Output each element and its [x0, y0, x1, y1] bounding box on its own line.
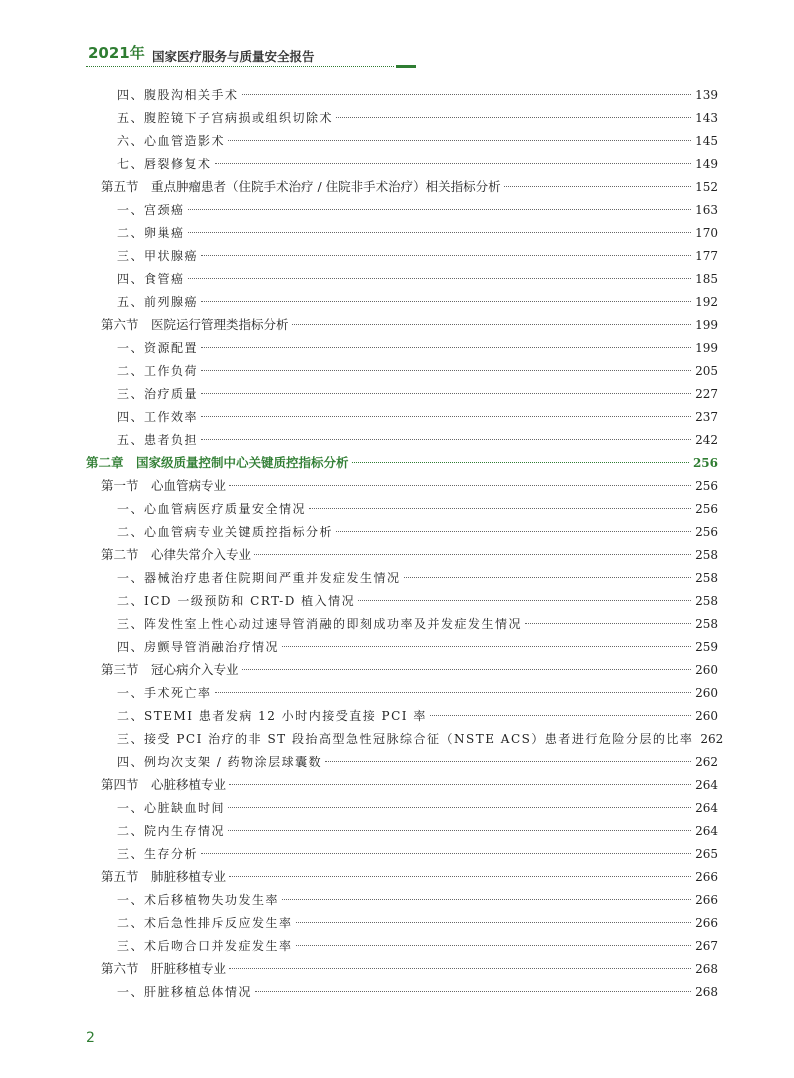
toc-dot-leader: [430, 715, 691, 716]
toc-entry-page: 260: [695, 663, 718, 677]
toc-dot-leader: [201, 416, 691, 417]
toc-entry-item[interactable]: [117, 682, 718, 704]
toc-entry-label: 四、腹股沟相关手术: [117, 88, 239, 102]
toc-dot-leader: [525, 623, 691, 624]
toc-entry-section[interactable]: [101, 866, 718, 888]
toc-dot-leader: [201, 439, 691, 440]
toc-entry-page: 262: [700, 732, 724, 746]
toc-entry-item[interactable]: [117, 222, 718, 244]
toc-entry-item[interactable]: [117, 291, 718, 313]
toc-entry-item[interactable]: [117, 337, 718, 359]
toc-entry-label: 一、术后移植物失功发生率: [117, 893, 280, 907]
header-report-title: 国家医疗服务与质量安全报告: [152, 49, 315, 64]
header-accent-bar: [396, 65, 416, 68]
toc-dot-leader: [201, 393, 691, 394]
toc-entry-label: 二、ICD 一级预防和 CRT-D 植入情况: [117, 594, 356, 608]
toc-entry-label: 三、甲状腺癌: [117, 249, 199, 263]
toc-entry-page: 266: [695, 893, 718, 907]
toc-dot-leader: [296, 945, 692, 946]
toc-entry-page: 258: [695, 594, 718, 608]
toc-entry-label: 第一节 心血管病专业: [101, 478, 227, 493]
toc-entry-label: 四、例均次支架 / 药物涂层球囊数: [117, 755, 323, 769]
toc-entry-page: 227: [695, 387, 718, 401]
toc-entry-page: 143: [695, 111, 718, 125]
toc-entry-label: 第五节 重点肿瘤患者（住院手术治疗 / 住院非手术治疗）相关指标分析: [101, 179, 501, 194]
toc-dot-leader: [325, 761, 691, 762]
toc-dot-leader: [504, 186, 691, 187]
toc-entry-section[interactable]: [101, 659, 718, 681]
toc-entry-label: 二、院内生存情况: [117, 824, 226, 838]
toc-entry-page: 260: [695, 686, 718, 700]
toc-entry-label: 五、前列腺癌: [117, 295, 199, 309]
toc-entry-item[interactable]: [117, 567, 718, 589]
toc-entry-label: 第五节 肺脏移植专业: [101, 869, 227, 884]
toc-entry-label: 第六节 医院运行管理类指标分析: [101, 317, 289, 332]
toc-entry-page: 268: [695, 962, 718, 976]
toc-dot-leader: [358, 600, 691, 601]
toc-entry-label: 三、生存分析: [117, 847, 199, 861]
toc-entry-section[interactable]: [101, 774, 718, 796]
toc-dot-leader: [188, 232, 692, 233]
toc-entry-page: 267: [695, 939, 718, 953]
toc-dot-leader: [229, 485, 691, 486]
toc-entry-page: 258: [695, 571, 718, 585]
toc-dot-leader: [309, 508, 691, 509]
toc-entry-label: 一、心脏缺血时间: [117, 801, 226, 815]
toc-entry-label: 一、心血管病医疗质量安全情况: [117, 502, 307, 516]
toc-dot-leader: [201, 255, 691, 256]
toc-entry-item[interactable]: [117, 613, 718, 635]
toc-dot-leader: [254, 554, 691, 555]
toc-entry-page: 258: [695, 617, 718, 631]
toc-entry-label: 四、房颤导管消融治疗情况: [117, 640, 280, 654]
toc-dot-leader: [201, 370, 691, 371]
toc-entry-item[interactable]: [117, 107, 718, 129]
toc-dot-leader: [282, 899, 691, 900]
toc-entry-label: 第二章 国家级质量控制中心关键质控指标分析: [86, 455, 349, 470]
toc-entry-item[interactable]: [117, 843, 718, 865]
toc-entry-item[interactable]: [117, 705, 718, 727]
toc-entry-label: 三、接受 PCI 治疗的非 ST 段抬高型急性冠脉综合征（NSTE ACS）患者进行危险分层的比率: [117, 732, 694, 746]
toc-dot-leader: [404, 577, 692, 578]
toc-entry-page: 266: [695, 916, 718, 930]
toc-dot-leader: [229, 876, 691, 877]
toc-entry-label: 第三节 冠心病介入专业: [101, 662, 239, 677]
toc-entry-label: 一、资源配置: [117, 341, 199, 355]
toc-entry-item[interactable]: [117, 245, 718, 267]
toc-entry-item[interactable]: [117, 498, 718, 520]
toc-entry-label: 五、患者负担: [117, 433, 199, 447]
toc-dot-leader: [336, 117, 691, 118]
toc-entry-item[interactable]: [117, 590, 718, 612]
toc-entry-page: 260: [695, 709, 718, 723]
toc-dot-leader: [228, 807, 691, 808]
toc-dot-leader: [296, 922, 692, 923]
toc-dot-leader: [188, 209, 692, 210]
toc-entry-label: 一、肝脏移植总体情况: [117, 985, 253, 999]
toc-entry-label: 二、工作负荷: [117, 364, 199, 378]
running-header: [86, 38, 418, 72]
toc-entry-page: 139: [695, 88, 718, 102]
toc-dot-leader: [242, 669, 692, 670]
toc-entry-page: 256: [692, 456, 718, 470]
toc-entry-item[interactable]: [117, 360, 718, 382]
toc-entry-section[interactable]: [101, 314, 718, 336]
toc-entry-label: 四、工作效率: [117, 410, 199, 424]
toc-entry-label: 一、器械治疗患者住院期间严重并发症发生情况: [117, 571, 401, 585]
toc-entry-label: 三、术后吻合口并发症发生率: [117, 939, 293, 953]
toc-entry-item[interactable]: [117, 153, 718, 175]
toc-entry-item[interactable]: [117, 797, 718, 819]
toc-entry-label: 一、宫颈癌: [117, 203, 185, 217]
toc-entry-label: 三、阵发性室上性心动过速导管消融的即刻成功率及并发症发生情况: [117, 617, 523, 631]
toc-entry-label: 二、卵巢癌: [117, 226, 185, 240]
toc-entry-page: 205: [695, 364, 718, 378]
toc-entry-page: 242: [695, 433, 718, 447]
toc-entry-label: 第二节 心律失常介入专业: [101, 547, 252, 562]
toc-dot-leader: [188, 278, 692, 279]
toc-entry-item[interactable]: [117, 820, 718, 842]
toc-entry-label: 第四节 心脏移植专业: [101, 777, 227, 792]
toc-dot-leader: [336, 531, 691, 532]
toc-entry-page: 237: [695, 410, 718, 424]
toc-entry-label: 一、手术死亡率: [117, 686, 212, 700]
toc-entry-item[interactable]: [117, 130, 718, 152]
toc-entry-page: 268: [695, 985, 718, 999]
toc-dot-leader: [228, 140, 691, 141]
toc-entry-label: 七、唇裂修复术: [117, 157, 212, 171]
toc-entry-page: 152: [695, 180, 718, 194]
toc-entry-item[interactable]: [117, 406, 718, 428]
toc-dot-leader: [215, 163, 692, 164]
toc-entry-page: 163: [695, 203, 718, 217]
toc-entry-item[interactable]: [117, 268, 718, 290]
toc-entry-page: 265: [695, 847, 718, 861]
toc-entry-page: 264: [695, 801, 718, 815]
toc-entry-item[interactable]: [117, 521, 718, 543]
page-number: 2: [86, 1030, 95, 1046]
toc-entry-page: 258: [695, 548, 718, 562]
toc-entry-page: 264: [695, 778, 718, 792]
toc-dot-leader: [229, 968, 691, 969]
toc-entry-item[interactable]: [117, 429, 718, 451]
toc-entry-item[interactable]: [117, 84, 718, 106]
toc-entry-page: 262: [695, 755, 718, 769]
toc-dot-leader: [242, 94, 692, 95]
toc-entry-page: 264: [695, 824, 718, 838]
toc-entry-label: 三、治疗质量: [117, 387, 199, 401]
toc-entry-label: 二、STEMI 患者发病 12 小时内接受直接 PCI 率: [117, 709, 427, 723]
toc-dot-leader: [255, 991, 691, 992]
toc-entry-chapter[interactable]: [86, 452, 718, 474]
toc-entry-label: 五、腹腔镜下子宫病损或组织切除术: [117, 111, 334, 125]
toc-entry-item[interactable]: [117, 199, 718, 221]
toc-entry-page: 256: [695, 479, 718, 493]
toc-entry-label: 四、食管癌: [117, 272, 185, 286]
toc-entry-page: 266: [695, 870, 718, 884]
toc-entry-item[interactable]: [117, 383, 718, 405]
toc-entry-label: 六、心血管造影术: [117, 134, 226, 148]
toc-entry-item[interactable]: [117, 636, 718, 658]
toc-entry-section[interactable]: [101, 475, 718, 497]
header-dotted-rule: [86, 66, 394, 67]
toc-dot-leader: [201, 347, 691, 348]
toc-entry-item[interactable]: [117, 751, 718, 773]
toc-entry-section[interactable]: [101, 544, 718, 566]
toc-entry-section[interactable]: [101, 958, 718, 980]
toc-dot-leader: [352, 462, 689, 463]
toc-entry-item[interactable]: [117, 912, 718, 934]
toc-entry-item[interactable]: [117, 981, 718, 1003]
toc-dot-leader: [229, 784, 691, 785]
toc-entry-page: 145: [695, 134, 718, 148]
toc-entry-label: 二、心血管病专业关键质控指标分析: [117, 525, 334, 539]
toc-entry-page: 177: [695, 249, 718, 263]
header-year: 2021年: [88, 44, 145, 62]
toc-dot-leader: [201, 853, 691, 854]
toc-entry-label: 二、术后急性排斥反应发生率: [117, 916, 293, 930]
toc-entry-page: 199: [695, 341, 718, 355]
toc-dot-leader: [292, 324, 692, 325]
toc-entry-page: 259: [695, 640, 718, 654]
toc-entry-page: 170: [695, 226, 718, 240]
toc-entry-item[interactable]: [117, 728, 724, 750]
toc-dot-leader: [228, 830, 691, 831]
toc-entry-label: 第六节 肝脏移植专业: [101, 961, 227, 976]
toc-entry-page: 185: [695, 272, 718, 286]
toc-entry-page: 199: [695, 318, 718, 332]
toc-entry-section[interactable]: [101, 176, 718, 198]
toc-entry-item[interactable]: [117, 935, 718, 957]
toc-entry-page: 149: [695, 157, 718, 171]
toc-entry-page: 256: [695, 502, 718, 516]
toc-entry-page: 256: [695, 525, 718, 539]
toc-entry-page: 192: [695, 295, 718, 309]
toc-dot-leader: [215, 692, 692, 693]
toc-dot-leader: [282, 646, 691, 647]
toc-entry-item[interactable]: [117, 889, 718, 911]
toc-dot-leader: [201, 301, 691, 302]
